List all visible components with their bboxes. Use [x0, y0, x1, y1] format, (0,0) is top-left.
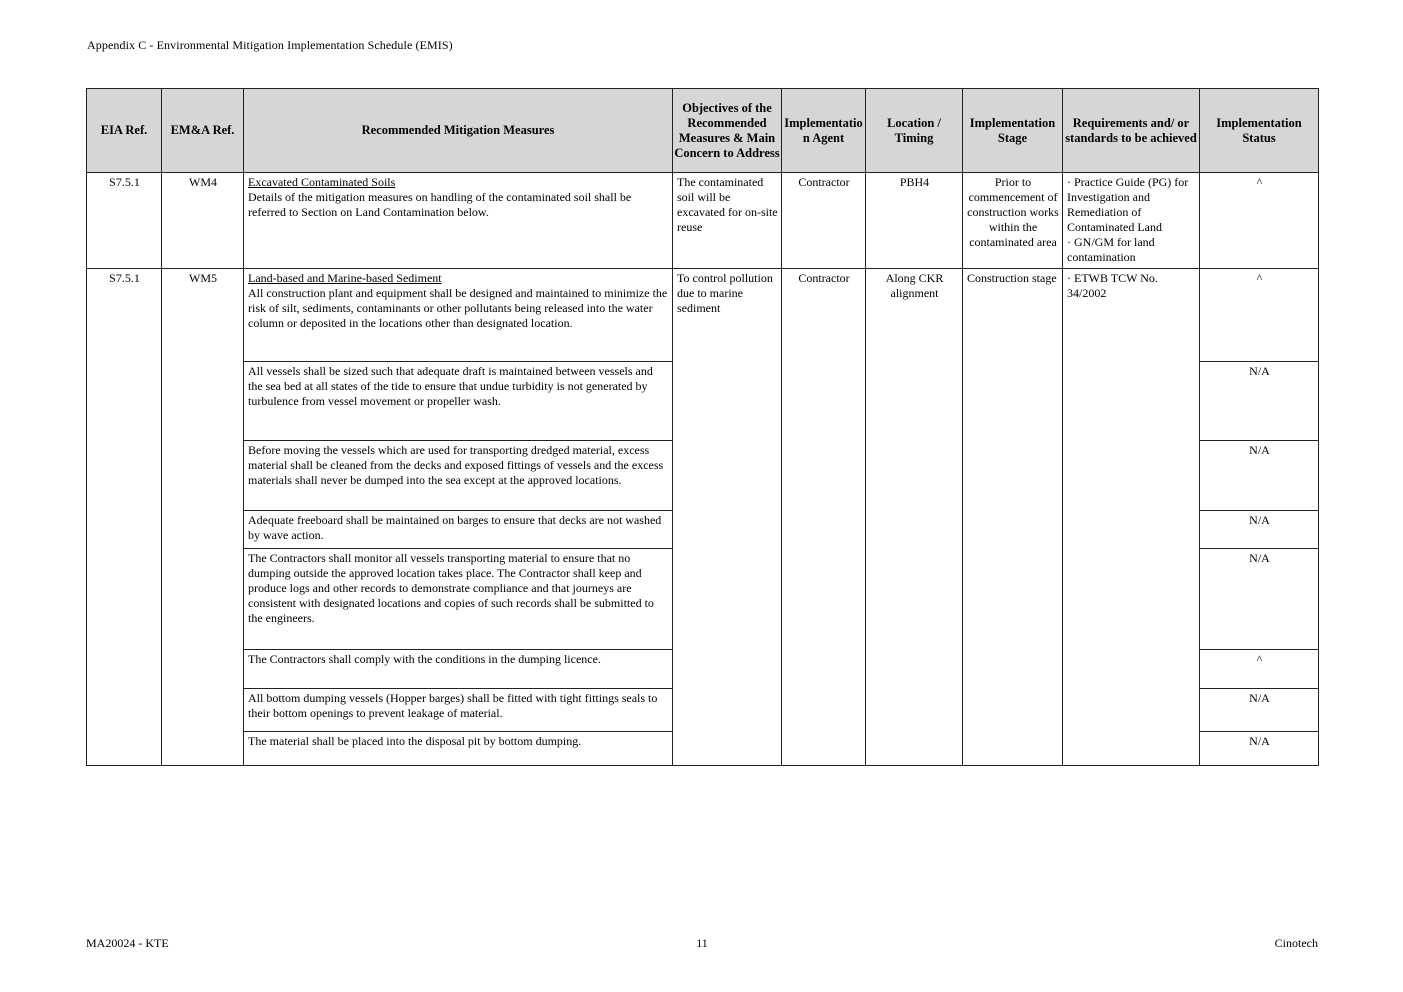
cell-implementation-status: N/A — [1200, 689, 1319, 732]
column-header-location-timing: Location / Timing — [866, 89, 963, 173]
column-header-agent: Implementation Agent — [782, 89, 866, 173]
cell-location-timing: PBH4 — [866, 173, 963, 269]
cell-implementation-status: N/A — [1200, 441, 1319, 511]
column-header-stage: Implementation Stage — [963, 89, 1063, 173]
column-header-objectives: Objectives of the Recommended Measures & Main Concern to Address — [673, 89, 782, 173]
cell-implementation-status: N/A — [1200, 549, 1319, 650]
cell-measure — [244, 173, 673, 269]
cell-objectives: The contaminated soil will be excavated for on-site reuse — [673, 173, 782, 269]
column-header-measures: Recommended Mitigation Measures — [244, 89, 673, 173]
table-row — [87, 269, 1319, 362]
page-footer — [86, 936, 1318, 951]
cell-ema-ref: WM5 — [162, 269, 244, 766]
cell-agent: Contractor — [782, 269, 866, 766]
cell-ema-ref: WM4 — [162, 173, 244, 269]
requirement-item: · ETWB TCW No. 34/2002 — [1067, 271, 1158, 300]
cell-agent: Contractor — [782, 173, 866, 269]
cell-requirements — [1063, 173, 1200, 269]
column-header-ema-ref: EM&A Ref. — [162, 89, 244, 173]
table-header-row — [87, 89, 1319, 173]
measure-text: All construction plant and equipment shall be designed and maintained to minimize the risk of silt, sediments, contaminants or other pollutants being released into the water column or deposited in the locations other than designated location. — [248, 286, 668, 330]
cell-measure: The Contractors shall monitor all vessels transporting material to ensure that no dumping outside the approved location takes place. The Contractor shall keep and produce logs and other records to demonstrate compliance and that journeys are consistent with designated locations and copies of such records shall be submitted to the engineers. — [244, 549, 673, 650]
cell-implementation-status: N/A — [1200, 732, 1319, 766]
cell-implementation-status: ^ — [1200, 650, 1319, 689]
cell-requirements — [1063, 269, 1200, 766]
measure-text: Details of the mitigation measures on handling of the contaminated soil shall be referred to Section on Land Contamination below. — [248, 190, 632, 219]
requirement-item: · GN/GM for land contamination — [1067, 235, 1155, 264]
footer-document-ref: MA20024 - KTE — [86, 936, 169, 950]
cell-measure: All vessels shall be sized such that adequate draft is maintained between vessels and the sea bed at all states of the tide to ensure that undue turbidity is not generated by turbulence from vessel movement or propeller wash. — [244, 362, 673, 441]
cell-measure: Before moving the vessels which are used for transporting dredged material, excess material shall be cleaned from the decks and exposed fittings of vessels and the excess materials shall never be dumped into the sea except at the approved locations. — [244, 441, 673, 511]
emis-table — [86, 88, 1319, 766]
cell-stage: Construction stage — [963, 269, 1063, 766]
cell-measure — [244, 269, 673, 362]
cell-measure: Adequate freeboard shall be maintained on barges to ensure that decks are not washed by wave action. — [244, 511, 673, 549]
cell-location-timing: Along CKR alignment — [866, 269, 963, 766]
column-header-status: Implementation Status — [1200, 89, 1319, 173]
cell-measure: The material shall be placed into the disposal pit by bottom dumping. — [244, 732, 673, 766]
cell-stage: Prior to commencement of construction works within the contaminated area — [963, 173, 1063, 269]
column-header-eia-ref: EIA Ref. — [87, 89, 162, 173]
table-row — [87, 173, 1319, 269]
page-number: 11 — [696, 936, 708, 950]
cell-measure: All bottom dumping vessels (Hopper barges) shall be fitted with tight fittings seals to their bottom openings to prevent leakage of material. — [244, 689, 673, 732]
requirement-item: · Practice Guide (PG) for Investigation and Remediation of Contaminated Land — [1067, 175, 1189, 234]
measure-heading: Excavated Contaminated Soils — [248, 175, 396, 189]
cell-implementation-status: ^ — [1200, 269, 1319, 362]
cell-eia-ref: S7.5.1 — [87, 173, 162, 269]
cell-objectives: To control pollution due to marine sediment — [673, 269, 782, 766]
page-title: Appendix C - Environmental Mitigation Implementation Schedule (EMIS) — [87, 38, 453, 52]
column-header-requirements: Requirements and/ or standards to be achieved — [1063, 89, 1200, 173]
cell-implementation-status: ^ — [1200, 173, 1319, 269]
footer-company-name: Cinotech — [1274, 936, 1318, 950]
cell-implementation-status: N/A — [1200, 511, 1319, 549]
cell-eia-ref: S7.5.1 — [87, 269, 162, 766]
measure-heading: Land-based and Marine-based Sediment — [248, 271, 442, 285]
cell-implementation-status: N/A — [1200, 362, 1319, 441]
cell-measure: The Contractors shall comply with the conditions in the dumping licence. — [244, 650, 673, 689]
